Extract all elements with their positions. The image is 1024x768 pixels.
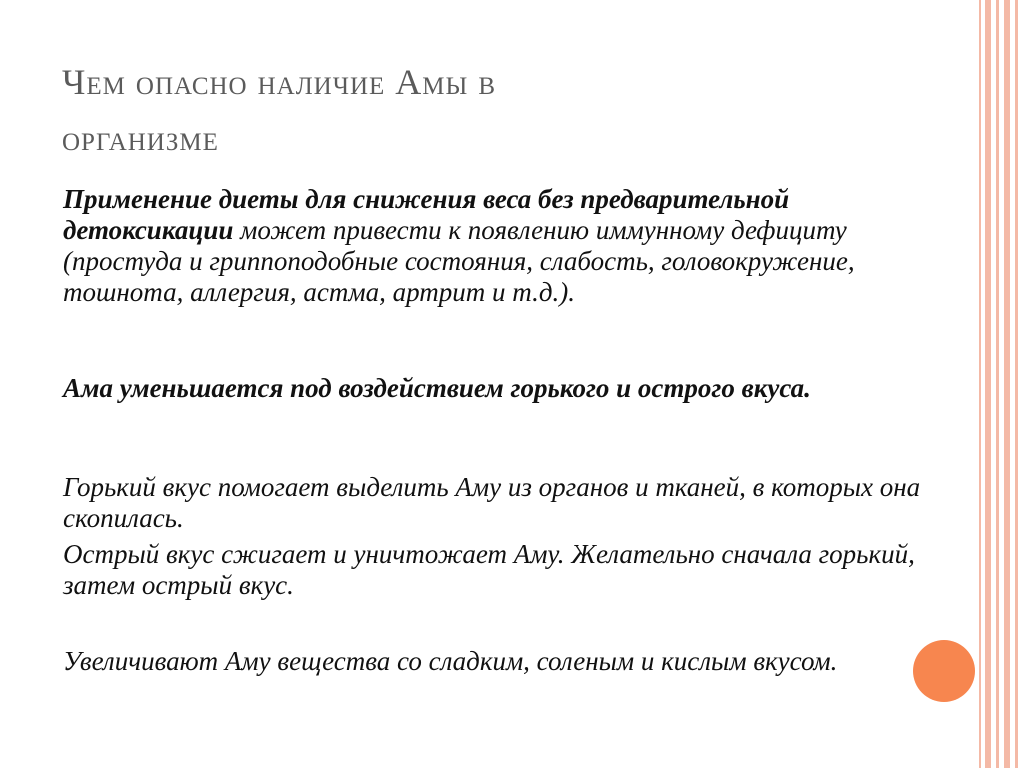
paragraph-diet-warning-rest: может привести к появлению иммунному дефициту (простуда и гриппоподобные состояния, слабость, головокружение, тошнота, аллергия, астма, артрит и т.д.).: [63, 215, 855, 307]
paragraph-spicy-taste: Острый вкус сжигает и уничтожает Аму. Желательно сначала горький, затем острый вкус.: [63, 539, 915, 600]
slide-title-line2: организме: [62, 118, 219, 158]
decorative-orange-circle: [913, 640, 975, 702]
paragraph-ama-increase: Увеличивают Аму вещества со сладким, соленым и кислым вкусом.: [63, 646, 838, 676]
paragraph-diet-warning-bold: Применение диеты для снижения веса без предварительной детоксикации: [63, 184, 790, 245]
decorative-border-line-2: [985, 0, 991, 768]
paragraph-ama-reduction: Ама уменьшается под воздействием горького и острого вкуса.: [63, 373, 811, 403]
paragraph-diet-warning: [63, 184, 923, 308]
paragraph-bitter-taste: Горький вкус помогает выделить Аму из органов и тканей, в которых она скопилась.: [63, 472, 921, 533]
decorative-border-line-3: [996, 0, 999, 768]
slide-title-line1: Чем опасно наличие Амы в: [62, 62, 496, 102]
decorative-border-line-1: [979, 0, 981, 768]
slide-title: [62, 54, 902, 166]
decorative-border-line-5: [1015, 0, 1018, 768]
decorative-border-line-4: [1004, 0, 1010, 768]
